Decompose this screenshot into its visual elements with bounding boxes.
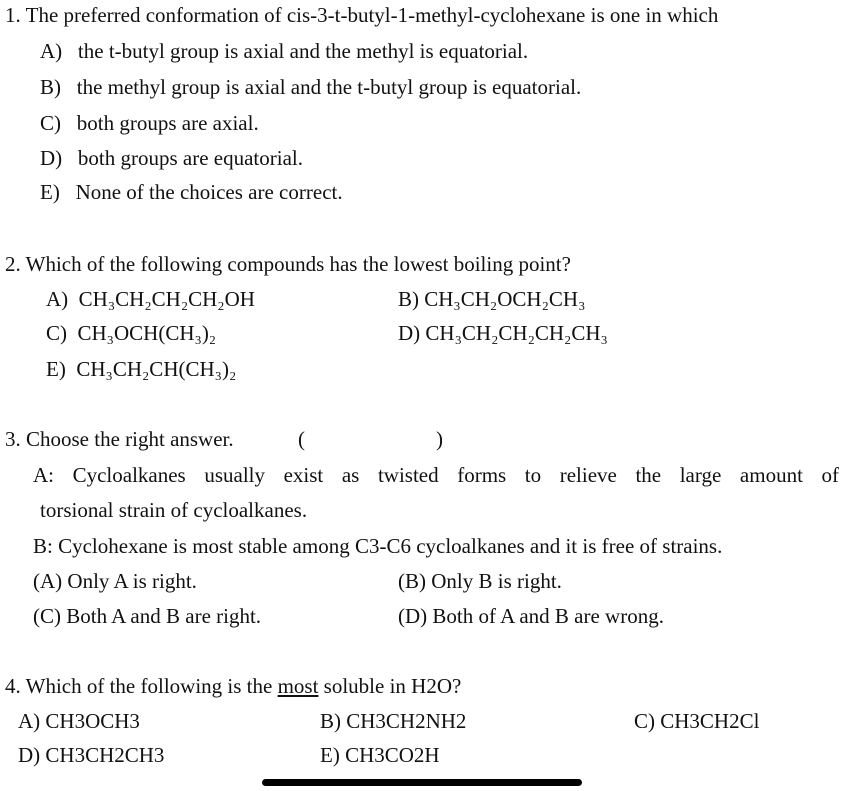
question-1-stem: 1. The preferred conformation of cis-3-t-butyl-1-methyl-cyclohexane is one in which bbox=[5, 3, 719, 27]
question-4-option-a: A) CH3OCH3 bbox=[18, 709, 140, 733]
question-3-option-b: (B) Only B is right. bbox=[398, 569, 562, 593]
answer-paren-open: ( bbox=[298, 427, 305, 451]
answer-paren-close: ) bbox=[436, 427, 443, 451]
question-2-option-c: C) CH₃OCH(CH₃)₂ bbox=[46, 321, 217, 345]
question-4-stem-prefix: 4. Which of the following is the bbox=[5, 674, 278, 698]
question-3-statement-a-line2: torsional strain of cycloalkanes. bbox=[40, 498, 308, 522]
question-1-option-b: B) the methyl group is axial and the t-butyl group is equatorial. bbox=[40, 75, 582, 99]
question-2-stem: 2. Which of the following compounds has the lowest boiling point? bbox=[5, 252, 571, 276]
question-2-option-d: D) CH₃CH₂CH₂CH₂CH₃ bbox=[398, 321, 608, 345]
question-1-option-a: A) the t-butyl group is axial and the methyl is equatorial. bbox=[40, 39, 529, 63]
question-1-option-c: C) both groups are axial. bbox=[40, 111, 259, 135]
question-4-option-d: D) CH3CH2CH3 bbox=[18, 743, 165, 767]
question-3-statement-b: B: Cyclohexane is most stable among C3-C6 cycloalkanes and it is free of strains. bbox=[33, 534, 723, 558]
question-4-option-e: E) CH3CO2H bbox=[320, 743, 440, 767]
question-2-option-a: A) CH₃CH₂CH₂CH₂OH bbox=[46, 287, 255, 311]
question-3-option-d: (D) Both of A and B are wrong. bbox=[398, 604, 664, 628]
question-3-statement-a-line1: A: Cycloalkanes usually exist as twisted forms to relieve the large amount of bbox=[33, 463, 839, 487]
question-4-option-b: B) CH3CH2NH2 bbox=[320, 709, 467, 733]
question-2-option-e: E) CH₃CH₂CH(CH₃)₂ bbox=[46, 357, 237, 381]
home-indicator-bar[interactable] bbox=[262, 779, 582, 786]
question-1-option-e: E) None of the choices are correct. bbox=[40, 180, 343, 204]
question-4-stem-emphasis: most bbox=[277, 674, 319, 698]
question-4-option-c: C) CH3CH2Cl bbox=[634, 709, 760, 733]
question-4-stem bbox=[5, 676, 461, 697]
question-3-option-a: (A) Only A is right. bbox=[33, 569, 197, 593]
question-3-option-c: (C) Both A and B are right. bbox=[33, 604, 262, 628]
question-4-stem-suffix: soluble in H2O? bbox=[318, 674, 462, 698]
question-3-stem: 3. Choose the right answer. bbox=[5, 427, 234, 451]
question-2-option-b: B) CH₃CH₂OCH₂CH₃ bbox=[398, 287, 586, 311]
question-1-option-d: D) both groups are equatorial. bbox=[40, 146, 304, 170]
